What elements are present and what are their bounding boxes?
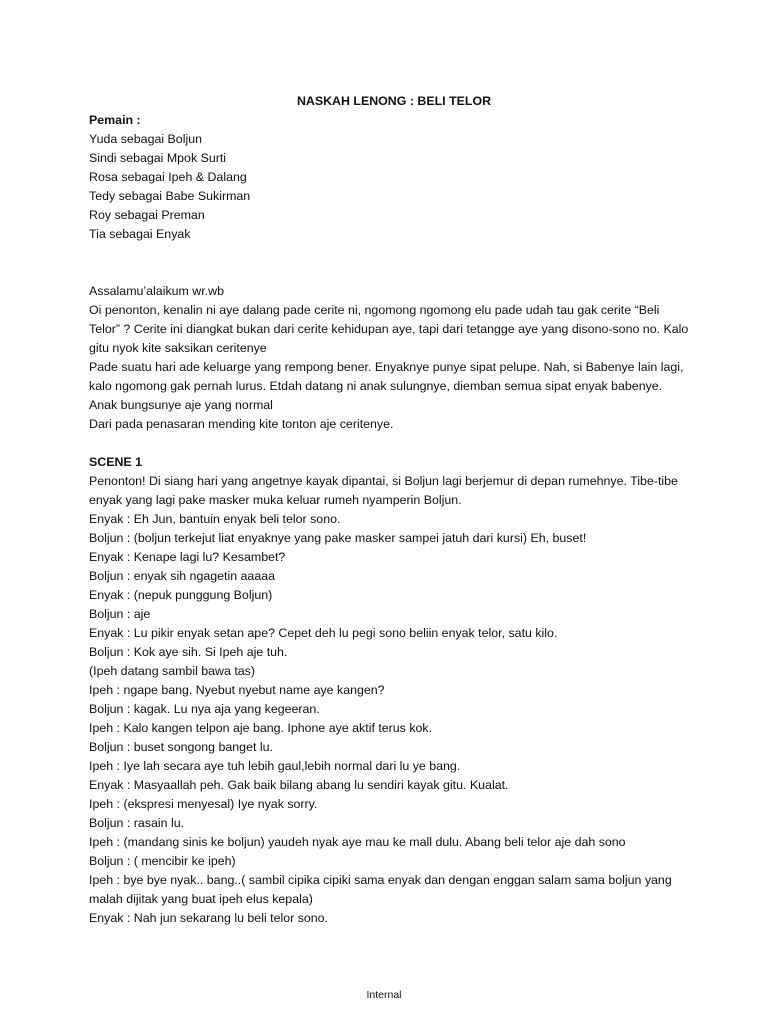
footer-label: Internal <box>366 989 402 1001</box>
intro-paragraph: Pade suatu hari ade keluarge yang rempong bener. Enyaknye punye sipat pelupe. Nah, si Babenye lain lagi, kalo ngomong gak pernah lurus. Etdah datang ni anak sulungnye, diemban semua sipat enyak babenye. Anak bungsunye aje yang normal <box>89 360 684 412</box>
dialogue-line: Boljun : (boljun terkejut liat enyaknye yang pake masker sampei jatuh dari kursi) Eh, buset! <box>89 531 587 545</box>
document-page <box>89 92 689 928</box>
cast-item: Yuda sebagai Boljun <box>89 132 202 146</box>
dialogue-line: Boljun : ( mencibir ke ipeh) <box>89 854 236 868</box>
dialogue-line: Ipeh : Iye lah secara aye tuh lebih gaul,lebih normal dari lu ye bang. <box>89 759 461 773</box>
cast-item: Sindi sebagai Mpok Surti <box>89 151 227 165</box>
intro-section <box>89 282 689 434</box>
intro-paragraph: Assalamu’alaikum wr.wb <box>89 284 224 298</box>
cast-item: Rosa sebagai Ipeh & Dalang <box>89 170 247 184</box>
dialogue-line: Ipeh : (mandang sinis ke boljun) yaudeh nyak aye mau ke mall dulu. Abang beli telor aje dah sono <box>89 835 626 849</box>
dialogue-line: Enyak : Masyaallah peh. Gak baik bilang abang lu sendiri kayak gitu. Kualat. <box>89 778 509 792</box>
dialogue-line: Boljun : Kok aye sih. Si Ipeh aje tuh. <box>89 645 288 659</box>
dialogue-line: Boljun : aje <box>89 607 151 621</box>
document-title: NASKAH LENONG : BELI TELOR <box>296 94 492 108</box>
dialogue-line: Ipeh : Kalo kangen telpon aje bang. Iphone aye aktif terus kok. <box>89 721 433 735</box>
spacer <box>89 244 689 282</box>
dialogue-line: (Ipeh datang sambil bawa tas) <box>89 664 255 678</box>
dialogue-line: Enyak : Kenape lagi lu? Kesambet? <box>89 550 286 564</box>
cast-item: Tedy sebagai Babe Sukirman <box>89 189 251 203</box>
cast-item: Roy sebagai Preman <box>89 208 205 222</box>
cast-heading: Pemain : <box>89 113 141 127</box>
dialogue-line: Boljun : kagak. Lu nya aja yang kegeeran. <box>89 702 320 716</box>
dialogue-line: Ipeh : ngape bang. Nyebut nyebut name aye kangen? <box>89 683 385 697</box>
dialogue-line: Boljun : rasain lu. <box>89 816 185 830</box>
dialogue-line: Ipeh : (ekspresi menyesal) Iye nyak sorry. <box>89 797 318 811</box>
cast-item: Tia sebagai Enyak <box>89 227 191 241</box>
dialogue-line: Enyak : Eh Jun, bantuin enyak beli telor sono. <box>89 512 341 526</box>
dialogue-line: Enyak : (nepuk punggung Boljun) <box>89 588 273 602</box>
dialogue-line: Penonton! Di siang hari yang angetnye kayak dipantai, si Boljun lagi berjemur di depan rumehnye. Tibe-tibe enyak yang lagi pake masker muka keluar rumeh nyamperin Boljun. <box>89 474 678 507</box>
scene-dialogue <box>89 472 689 928</box>
cast-list <box>89 130 689 244</box>
scene-heading: SCENE 1 <box>89 455 143 469</box>
dialogue-line: Boljun : enyak sih ngagetin aaaaa <box>89 569 275 583</box>
dialogue-line: Enyak : Nah jun sekarang lu beli telor sono. <box>89 911 329 925</box>
dialogue-line: Enyak : Lu pikir enyak setan ape? Cepet deh lu pegi sono beliin enyak telor, satu kilo. <box>89 626 558 640</box>
spacer <box>89 434 689 453</box>
intro-paragraph: Dari pada penasaran mending kite tonton aje ceritenye. <box>89 417 394 431</box>
dialogue-line: Ipeh : bye bye nyak.. bang..( sambil cipika cipiki sama enyak dan dengan enggan salam sama boljun yang malah dijitak yang buat ipeh elus kepala) <box>89 873 672 906</box>
intro-paragraph: Oi penonton, kenalin ni aye dalang pade cerite ni, ngomong ngomong elu pade udah tau gak cerite “Beli Telor” ? Cerite ini diangkat bukan dari cerite kehidupan aye, tapi dari tetangge aye yang disono-sono no. Kalo gitu nyok kite saksikan ceritenye <box>89 303 689 355</box>
dialogue-line: Boljun : buset songong banget lu. <box>89 740 273 754</box>
